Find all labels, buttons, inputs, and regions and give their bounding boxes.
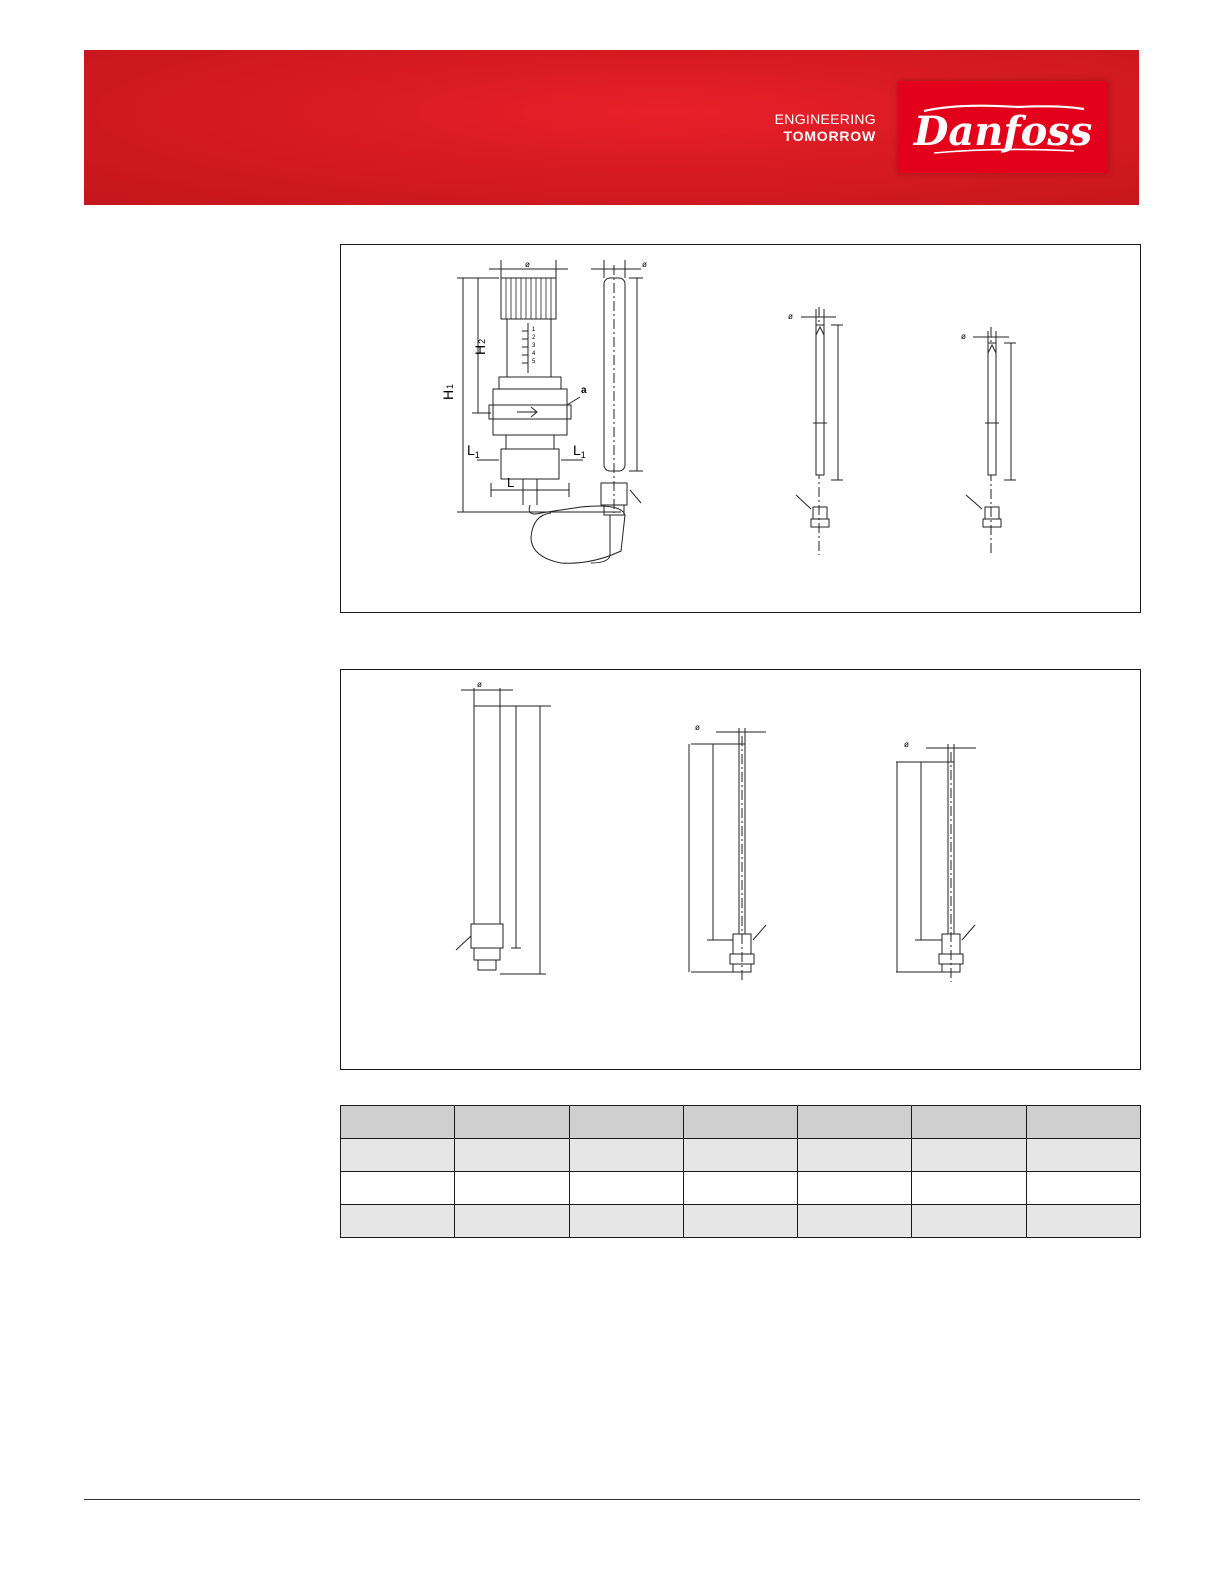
table-cell <box>683 1106 797 1139</box>
scale-mark-5: 5 <box>532 359 536 365</box>
label-h1: H <box>440 389 456 400</box>
table-cell <box>569 1139 683 1172</box>
scale-mark-1: 1 <box>532 327 536 333</box>
table-row <box>341 1172 1141 1205</box>
label-l1-left-sub: 1 <box>474 450 480 460</box>
danfoss-logo <box>898 81 1108 173</box>
table-cell <box>1026 1205 1140 1238</box>
tagline-line1: ENGINEERING <box>774 111 876 127</box>
pockets-drawing <box>341 670 1140 1069</box>
label-l1-left: L <box>467 442 475 458</box>
svg-text:L1 <box>467 442 480 460</box>
table-cell <box>455 1172 569 1205</box>
label-a: a <box>581 385 587 396</box>
label-h2: H <box>472 344 488 355</box>
table-cell <box>455 1106 569 1139</box>
logo-wordmark: Danfoss <box>913 108 1093 155</box>
table-cell <box>912 1106 1026 1139</box>
label-l1-right-sub: 1 <box>580 450 586 460</box>
table-cell <box>569 1106 683 1139</box>
tagline-line2: TOMORROW <box>783 128 876 144</box>
diameter-symbol-pocket2: ø <box>695 723 700 732</box>
spec-table <box>340 1105 1141 1238</box>
table-cell <box>683 1139 797 1172</box>
table-row <box>341 1139 1141 1172</box>
table-cell <box>455 1205 569 1238</box>
table-cell <box>912 1139 1026 1172</box>
diameter-symbol-valve: ø <box>525 260 530 269</box>
brand-tagline <box>770 111 876 145</box>
valve-drawing <box>341 245 1140 612</box>
diameter-symbol-sensor3: ø <box>961 332 966 341</box>
svg-text:H2 <box>472 339 488 355</box>
table-row <box>341 1106 1141 1139</box>
diameter-symbol-pocket3: ø <box>904 740 909 749</box>
label-l1-right: L <box>573 442 581 458</box>
table-cell <box>683 1172 797 1205</box>
danfoss-logo-icon <box>898 81 1108 173</box>
table-cell <box>912 1172 1026 1205</box>
table-cell <box>1026 1106 1140 1139</box>
diameter-symbol-sensor2: ø <box>788 312 793 321</box>
table-cell <box>341 1172 455 1205</box>
table-cell <box>798 1172 912 1205</box>
table-cell <box>912 1205 1026 1238</box>
scale-mark-3: 3 <box>532 343 536 349</box>
table-cell <box>455 1139 569 1172</box>
table-cell <box>798 1106 912 1139</box>
svg-text:H1 <box>440 384 456 400</box>
diameter-symbol-sensor1: ø <box>642 260 647 269</box>
table-cell <box>341 1205 455 1238</box>
footer-rule <box>84 1499 1140 1500</box>
table-row <box>341 1205 1141 1238</box>
table-cell <box>683 1205 797 1238</box>
diameter-symbol-pocket1: ø <box>477 680 482 689</box>
table-cell <box>798 1139 912 1172</box>
table-cell <box>569 1172 683 1205</box>
dimension-figure-pockets <box>340 669 1141 1070</box>
scale-mark-2: 2 <box>532 335 536 341</box>
label-h1-sub: 1 <box>445 383 455 389</box>
label-l: L <box>507 475 515 490</box>
scale-mark-4: 4 <box>532 351 536 357</box>
table-cell <box>1026 1139 1140 1172</box>
table-cell <box>569 1205 683 1238</box>
dimension-figure-valve <box>340 244 1141 613</box>
svg-text:L1 <box>573 442 586 460</box>
table-cell <box>341 1106 455 1139</box>
table-cell <box>798 1205 912 1238</box>
table-cell <box>1026 1172 1140 1205</box>
table-cell <box>341 1139 455 1172</box>
label-h2-sub: 2 <box>477 338 487 344</box>
